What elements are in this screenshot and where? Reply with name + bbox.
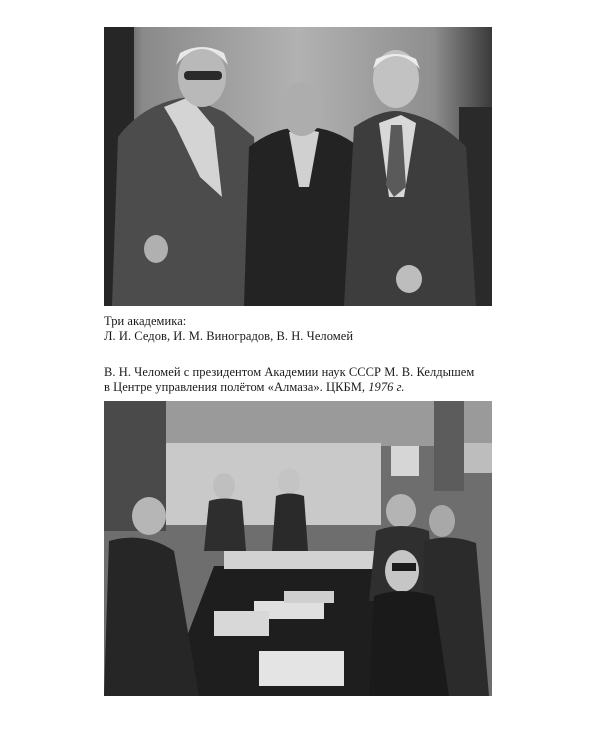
photo-2-caption: [104, 365, 474, 395]
photo-2-caption-year: 1976 г.: [368, 380, 405, 394]
photo-1-caption-line-2: Л. И. Седов, И. М. Виноградов, В. Н. Челомей: [104, 329, 354, 343]
photo-2-caption-place: в Центре управления полётом «Алмаза». ЦКБМ,: [104, 380, 369, 394]
photo-meeting-mission-control: [104, 401, 492, 696]
photo-three-academicians: [104, 27, 492, 306]
photo-1-caption-line-1: Три академика:: [104, 314, 187, 328]
photo-2-caption-line-2: [104, 380, 474, 395]
photo-2-caption-line-1: В. Н. Челомей с президентом Академии наук СССР М. В. Келдышем: [104, 365, 475, 379]
photo-1-caption: [104, 314, 353, 344]
